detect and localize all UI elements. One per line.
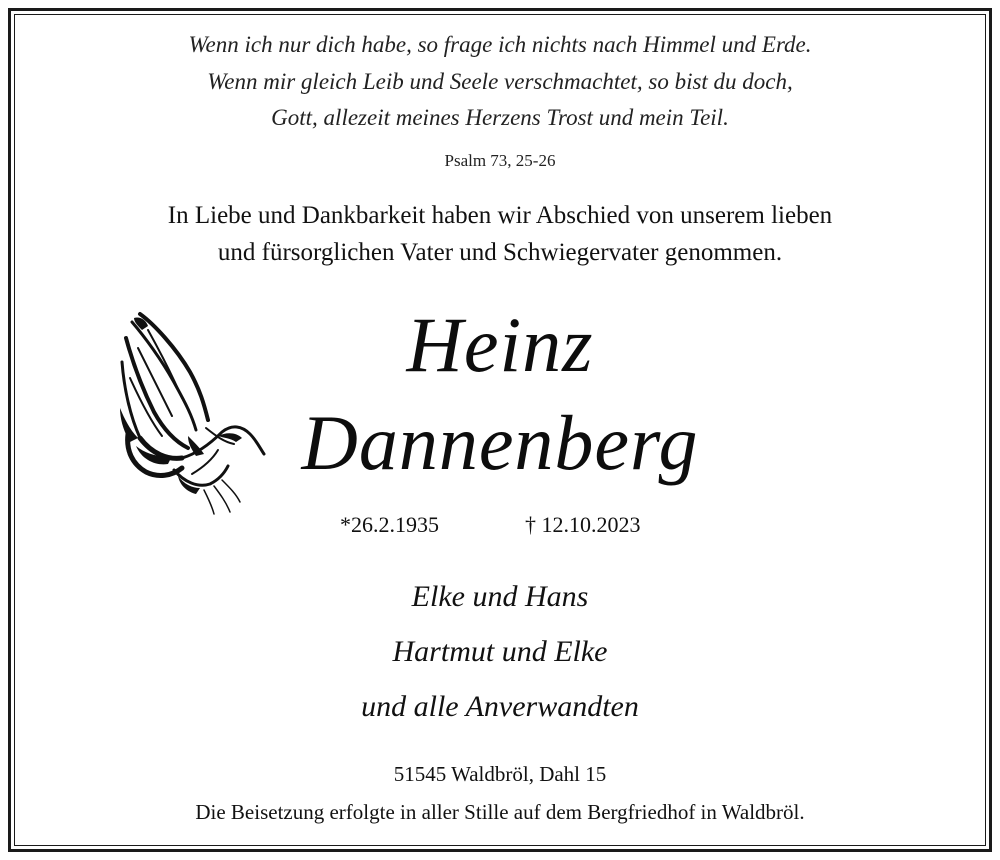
psalm-line-1: Wenn ich nur dich habe, so frage ich nichts nach Himmel und Erde. [188, 32, 812, 57]
burial-note: Die Beisetzung erfolgte in aller Stille auf dem Bergfriedhof in Waldbröl. [195, 800, 805, 824]
death-date: † 12.10.2023 [525, 512, 641, 537]
mourner-3: und alle Anverwandten [361, 690, 639, 723]
psalm-line-3: Gott, allezeit meines Herzens Trost und mein Teil. [271, 105, 729, 130]
deceased-first-name: Heinz [406, 301, 594, 388]
intro-line-2: und fürsorglichen Vater und Schwiegervater genommen. [217, 239, 783, 266]
psalm-line-2: Wenn mir gleich Leib und Seele verschmachtet, so bist du doch, [207, 69, 793, 94]
mourner-2: Hartmut und Elke [392, 635, 608, 668]
mourner-1: Elke und Hans [411, 580, 589, 613]
psalm-reference: Psalm 73, 25-26 [444, 151, 556, 170]
deceased-last-name: Dannenberg [301, 399, 699, 486]
intro-line-1: In Liebe und Dankbarkeit haben wir Abschied von unserem lieben [167, 202, 833, 229]
address: 51545 Waldbröl, Dahl 15 [393, 762, 607, 786]
birth-date: *26.2.1935 [340, 512, 439, 537]
